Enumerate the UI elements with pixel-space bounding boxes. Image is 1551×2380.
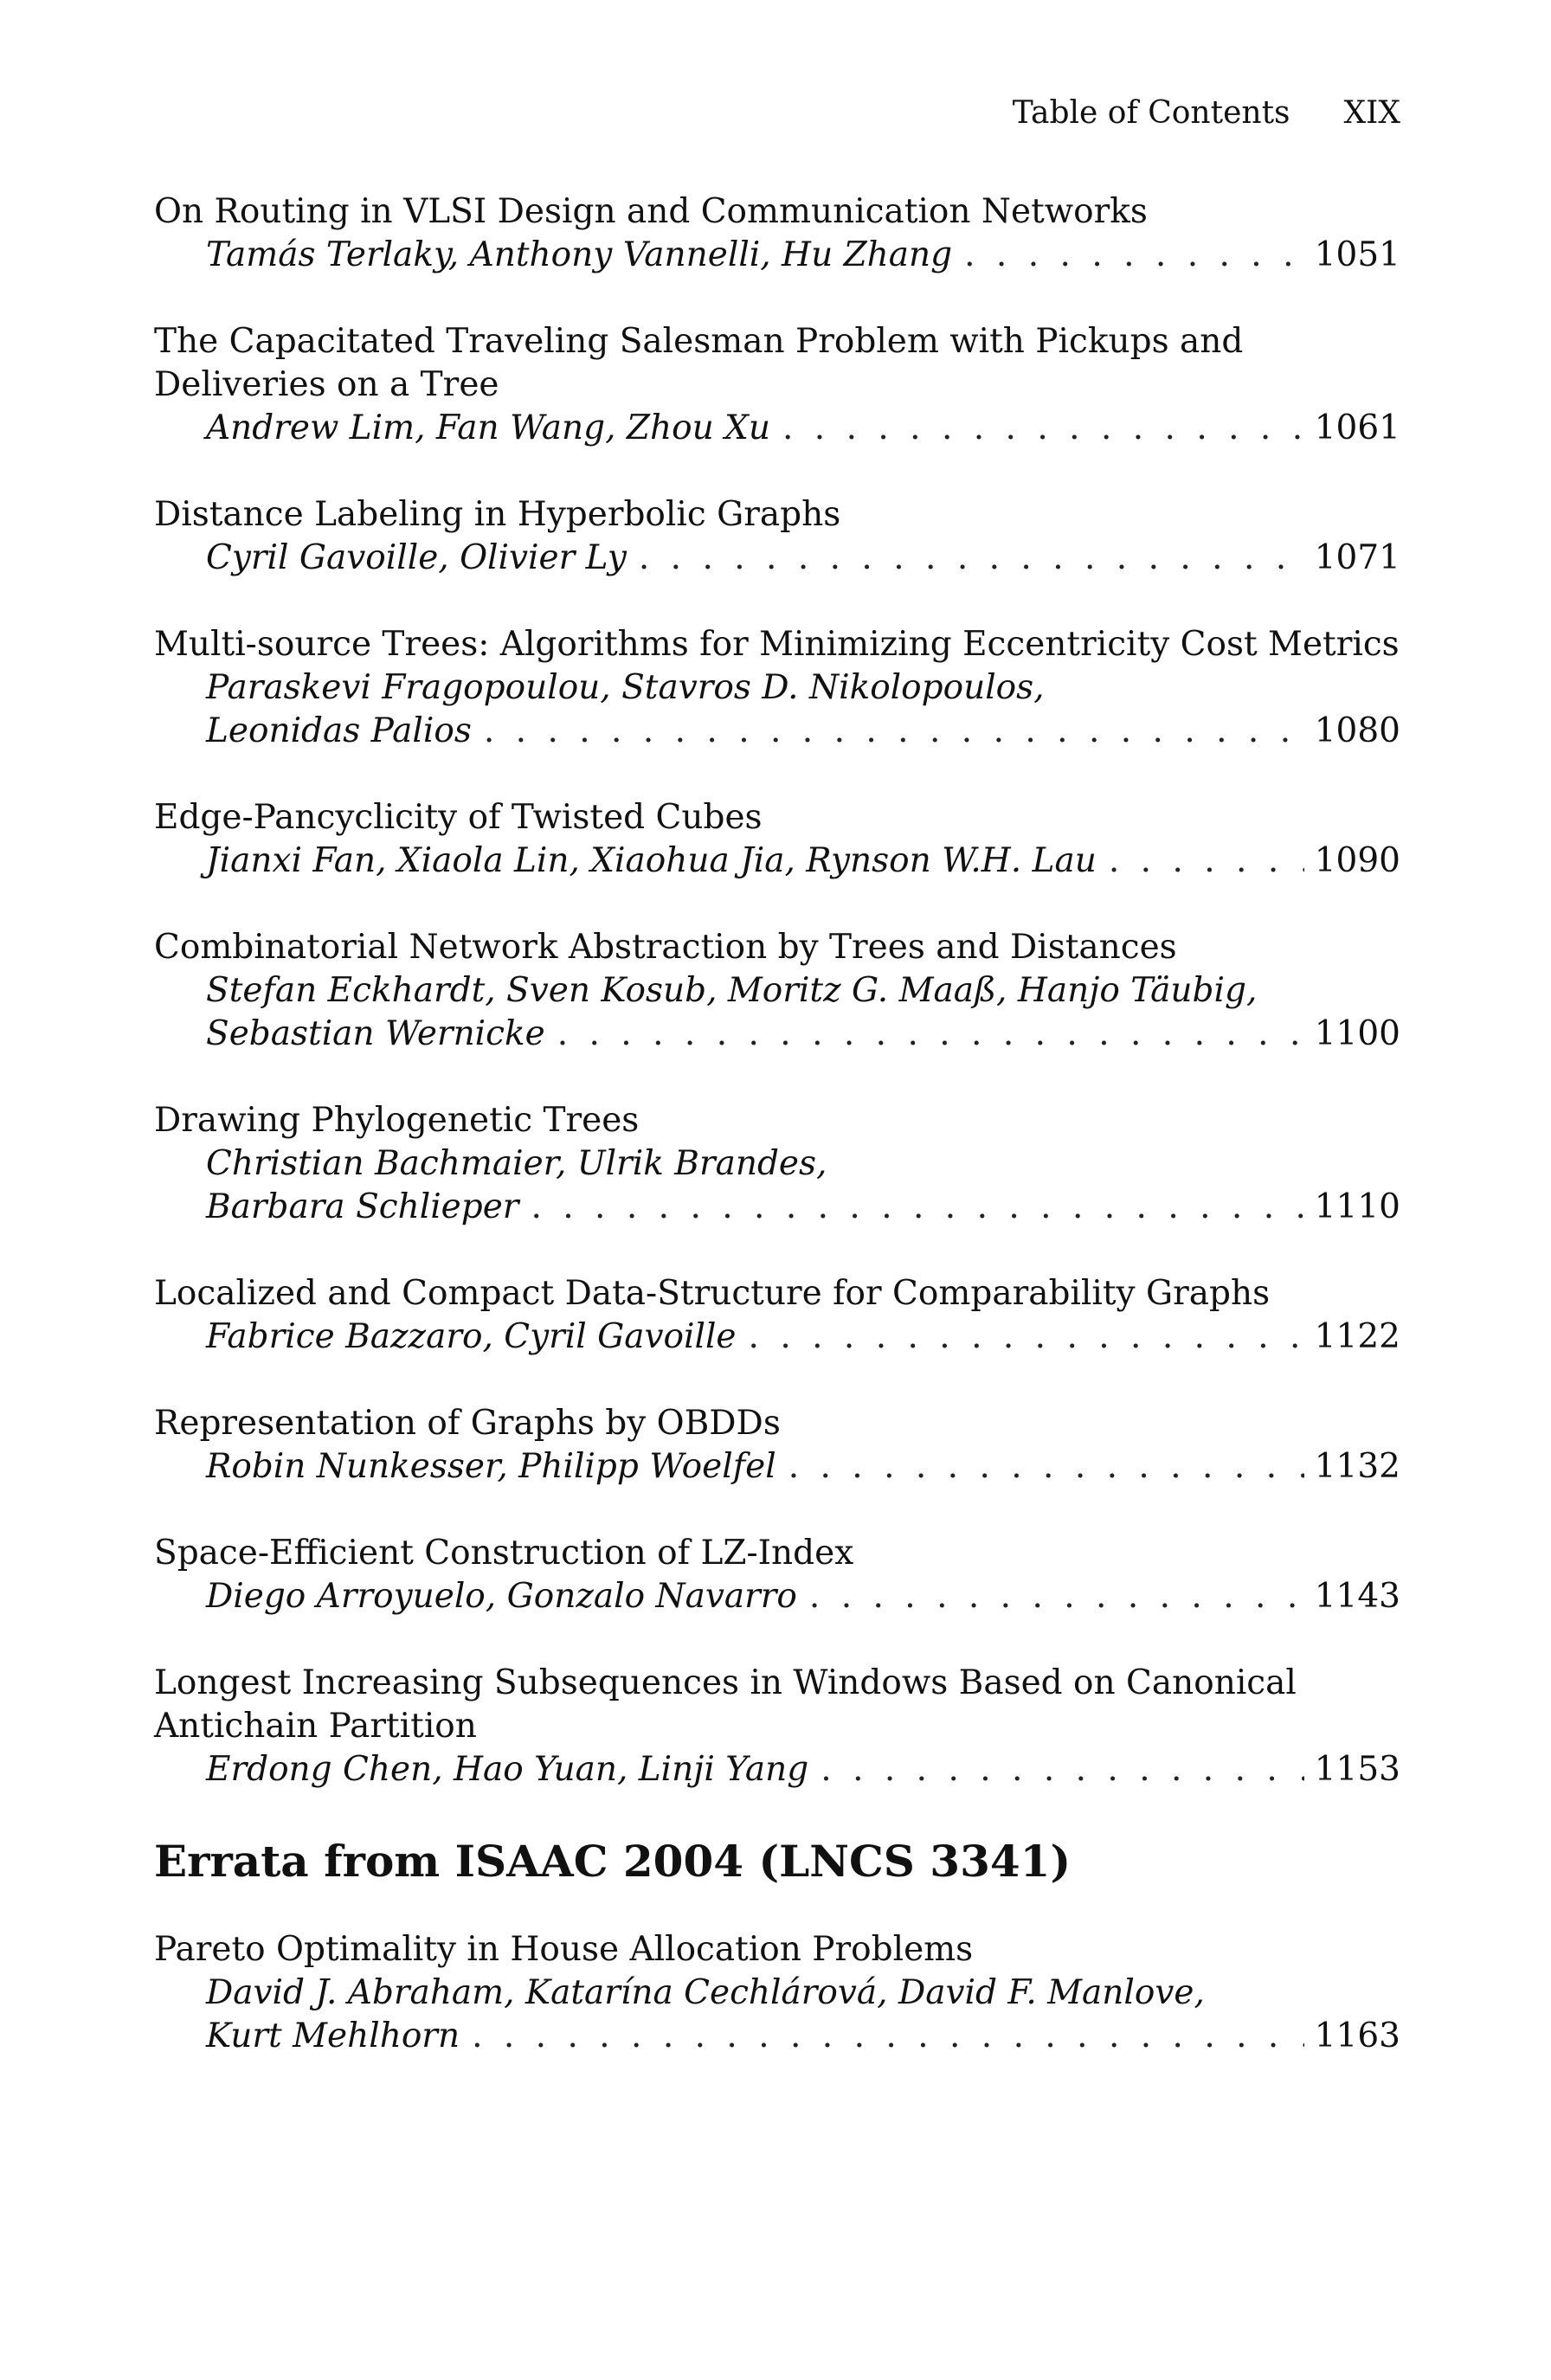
entry-title: Distance Labeling in Hyperbolic Graphs xyxy=(154,495,841,534)
entry-authors-line xyxy=(154,710,1400,753)
toc-entry xyxy=(154,623,1400,753)
entry-authors: Leonidas Palios xyxy=(206,711,472,750)
dot-leader xyxy=(1109,839,1304,883)
entry-authors-line xyxy=(154,1186,1400,1229)
entry-authors: Fabrice Bazzaro, Cyril Gavoille xyxy=(206,1317,737,1356)
running-head-title: Table of Contents xyxy=(1012,95,1290,131)
entry-title: Space-Efficient Construction of LZ-Index xyxy=(154,1534,854,1573)
entry-title-line: Antichain Partition xyxy=(154,1707,477,1746)
toc-page xyxy=(154,95,1400,2101)
toc-entries xyxy=(154,190,1400,1791)
entry-authors-line xyxy=(154,1445,1400,1489)
entry-page-number: 1132 xyxy=(1314,1447,1400,1486)
dot-leader xyxy=(749,1315,1304,1359)
entry-authors: Erdong Chen, Hao Yuan, Linji Yang xyxy=(206,1750,809,1789)
toc-entry xyxy=(154,320,1400,450)
entry-authors: Tamás Terlaky, Anthony Vannelli, Hu Zhang xyxy=(206,235,953,274)
entry-title: Edge-Pancyclicity of Twisted Cubes xyxy=(154,798,763,837)
entry-authors-line xyxy=(154,839,1400,883)
entry-title: Localized and Compact Data-Structure for Comparability Graphs xyxy=(154,1274,1271,1313)
entry-authors: David J. Abraham, Katarína Cechlárová, David F. Manlove, xyxy=(206,1973,1205,2012)
entry-page-number: 1080 xyxy=(1314,711,1400,750)
dot-leader xyxy=(472,2015,1304,2058)
toc-entry xyxy=(154,1099,1400,1229)
entry-page-number: 1110 xyxy=(1314,1187,1400,1226)
errata-heading: Errata from ISAAC 2004 (LNCS 3341) xyxy=(154,1836,1072,1887)
entry-title: On Routing in VLSI Design and Communication Networks xyxy=(154,192,1148,231)
entry-title: Representation of Graphs by OBDDs xyxy=(154,1404,781,1443)
entry-title: Drawing Phylogenetic Trees xyxy=(154,1101,640,1140)
entry-title: Multi-source Trees: Algorithms for Minimizing Eccentricity Cost Metrics xyxy=(154,625,1400,664)
dot-leader xyxy=(788,1445,1304,1489)
running-head xyxy=(154,95,1400,140)
entry-authors: Christian Bachmaier, Ulrik Brandes, xyxy=(206,1144,827,1183)
entry-authors-line xyxy=(154,969,1400,1013)
entry-authors: Andrew Lim, Fan Wang, Zhou Xu xyxy=(206,408,770,447)
entry-authors-line xyxy=(154,1142,1400,1186)
entry-title-line: Deliveries on a Tree xyxy=(154,365,499,404)
dot-leader xyxy=(964,234,1304,277)
entry-title: Pareto Optimality in House Allocation Problems xyxy=(154,1930,974,1969)
toc-entry xyxy=(154,1272,1400,1359)
dot-leader xyxy=(821,1748,1303,1791)
entry-title-line: Longest Increasing Subsequences in Windows Based on Canonical xyxy=(154,1663,1297,1702)
toc-entry xyxy=(154,493,1400,580)
entry-authors: Sebastian Wernicke xyxy=(206,1014,545,1053)
dot-leader xyxy=(782,407,1304,450)
entry-page-number: 1122 xyxy=(1314,1317,1400,1356)
entry-page-number: 1153 xyxy=(1314,1750,1400,1789)
dot-leader xyxy=(639,537,1304,580)
entry-authors: Robin Nunkesser, Philipp Woelfel xyxy=(206,1447,776,1486)
toc-entry xyxy=(154,926,1400,1056)
entry-page-number: 1090 xyxy=(1314,841,1400,880)
entry-authors-line xyxy=(154,537,1400,580)
toc-entry xyxy=(154,1662,1400,1791)
dot-leader xyxy=(531,1186,1303,1229)
toc-entry xyxy=(154,1928,1400,2058)
entry-authors: Barbara Schlieper xyxy=(206,1187,519,1226)
dot-leader xyxy=(809,1575,1304,1618)
running-head-page-number: XIX xyxy=(1343,95,1400,131)
errata-entries xyxy=(154,1928,1400,2058)
entry-title: Combinatorial Network Abstraction by Trees and Distances xyxy=(154,928,1177,967)
entry-authors-line xyxy=(154,1013,1400,1056)
entry-authors-line xyxy=(154,1315,1400,1359)
entry-page-number: 1100 xyxy=(1314,1014,1400,1053)
entry-page-number: 1163 xyxy=(1314,2017,1400,2055)
toc-entry xyxy=(154,1532,1400,1618)
entry-authors-line xyxy=(154,234,1400,277)
entry-page-number: 1051 xyxy=(1314,235,1400,274)
toc-entry xyxy=(154,796,1400,883)
entry-page-number: 1061 xyxy=(1314,408,1400,447)
entry-authors: Jianxi Fan, Xiaola Lin, Xiaohua Jia, Rynson W.H. Lau xyxy=(206,841,1097,880)
entry-authors: Diego Arroyuelo, Gonzalo Navarro xyxy=(206,1577,797,1616)
entry-authors-line xyxy=(154,407,1400,450)
entry-authors: Cyril Gavoille, Olivier Ly xyxy=(206,538,627,577)
entry-authors-line xyxy=(154,1575,1400,1618)
entry-authors-line xyxy=(154,2015,1400,2058)
entry-authors: Paraskevi Fragopoulou, Stavros D. Nikolopoulos, xyxy=(206,668,1045,707)
entry-page-number: 1143 xyxy=(1314,1577,1400,1616)
entry-authors-line xyxy=(154,1972,1400,2015)
entry-authors: Stefan Eckhardt, Sven Kosub, Moritz G. Maaß, Hanjo Täubig, xyxy=(206,971,1258,1010)
entry-authors: Kurt Mehlhorn xyxy=(206,2017,460,2055)
entry-authors-line xyxy=(154,666,1400,710)
toc-entry xyxy=(154,190,1400,277)
entry-page-number: 1071 xyxy=(1314,538,1400,577)
toc-entry xyxy=(154,1402,1400,1489)
entry-authors-line xyxy=(154,1748,1400,1791)
dot-leader xyxy=(484,710,1304,753)
dot-leader xyxy=(557,1013,1304,1056)
entry-title-line: The Capacitated Traveling Salesman Problem with Pickups and xyxy=(154,322,1244,361)
